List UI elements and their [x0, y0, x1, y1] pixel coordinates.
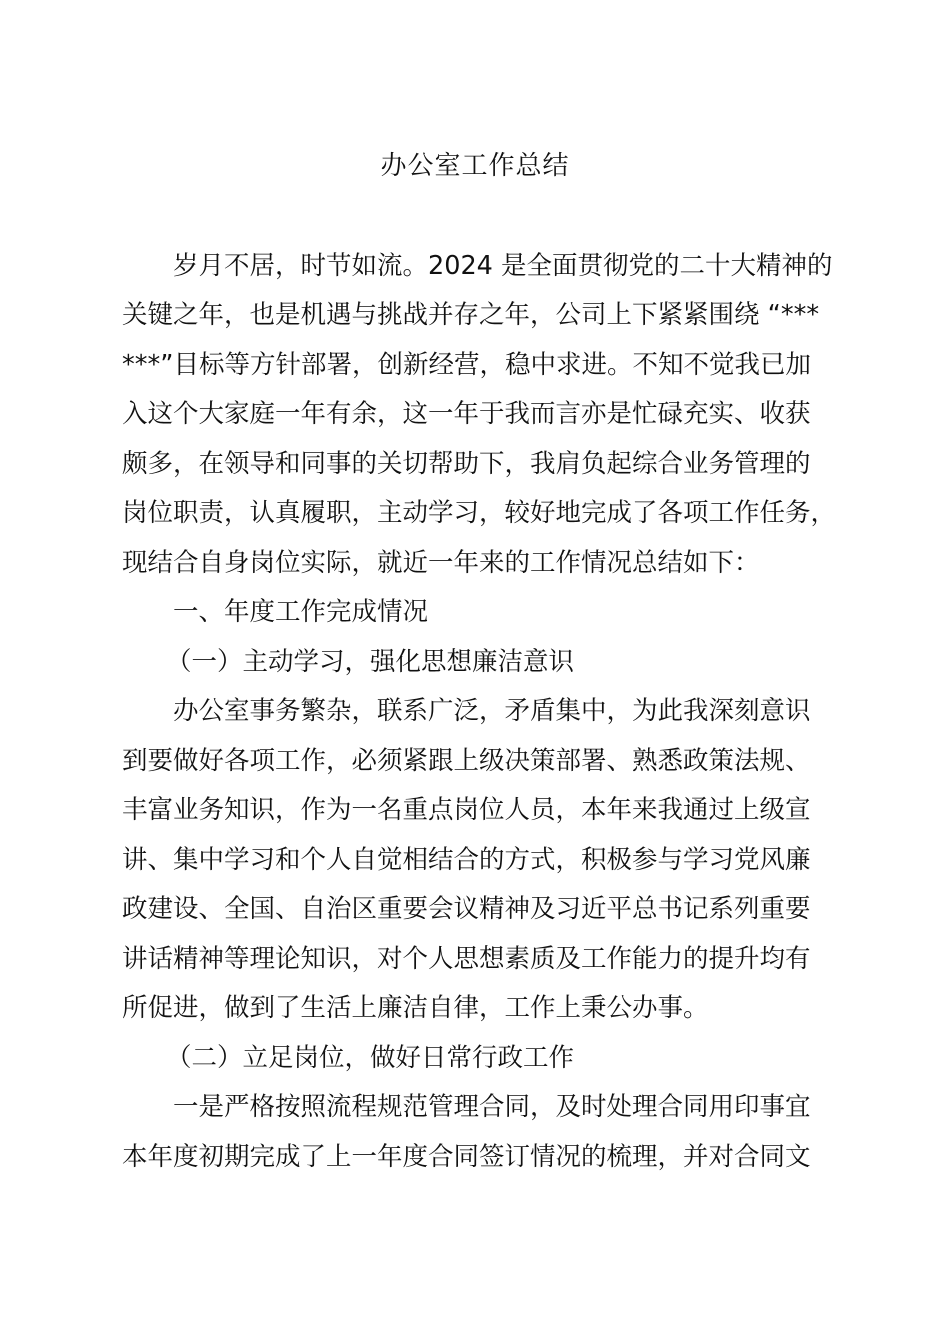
paragraph-line: 丰富业务知识，作为一名重点岗位人员，本年来我通过上级宣: [122, 795, 811, 825]
paragraph-line: 颇多，在领导和同事的关切帮助下，我肩负起综合业务管理的: [122, 449, 811, 479]
paragraph-line: 本年度初期完成了上一年度合同签订情况的梳理，并对合同文: [122, 1142, 811, 1172]
paragraph-line: 到要做好各项工作，必须紧跟上级决策部署、熟悉政策法规、: [122, 746, 811, 776]
subsection-heading: （一）主动学习，强化思想廉洁意识: [166, 647, 575, 677]
paragraph-line: 关键之年，也是机遇与挑战并存之年，公司上下紧紧围绕 “***: [122, 300, 820, 330]
paragraph-line: 所促进，做到了生活上廉洁自律，工作上秉公办事。: [122, 993, 709, 1023]
paragraph-line: 讲、集中学习和个人自觉相结合的方式，积极参与学习党风廉: [122, 845, 811, 875]
section-heading: 一、年度工作完成情况: [173, 597, 429, 627]
paragraph-line: 岗位职责，认真履职，主动学习，较好地完成了各项工作任务，: [122, 498, 837, 528]
paragraph-line: 现结合自身岗位实际，就近一年来的工作情况总结如下：: [122, 548, 760, 578]
subsection-heading: （二）立足岗位，做好日常行政工作: [166, 1043, 575, 1073]
document-title: 办公室工作总结: [380, 151, 570, 181]
paragraph-line: 办公室事务繁杂，联系广泛，矛盾集中，为此我深刻意识: [173, 696, 811, 726]
paragraph-line: 讲话精神等理论知识，对个人思想素质及工作能力的提升均有: [122, 944, 811, 974]
paragraph-line: 入这个大家庭一年有余，这一年于我而言亦是忙碌充实、收获: [122, 399, 811, 429]
paragraph-line: 政建设、全国、自治区重要会议精神及习近平总书记系列重要: [122, 894, 811, 924]
paragraph-line: ***”目标等方针部署，创新经营，稳中求进。不知不觉我已加: [122, 350, 811, 380]
paragraph-line: 一是严格按照流程规范管理合同，及时处理合同用印事宜: [173, 1092, 811, 1122]
paragraph-line: 岁月不居，时节如流。2024 是全面贯彻党的二十大精神的: [173, 251, 833, 281]
